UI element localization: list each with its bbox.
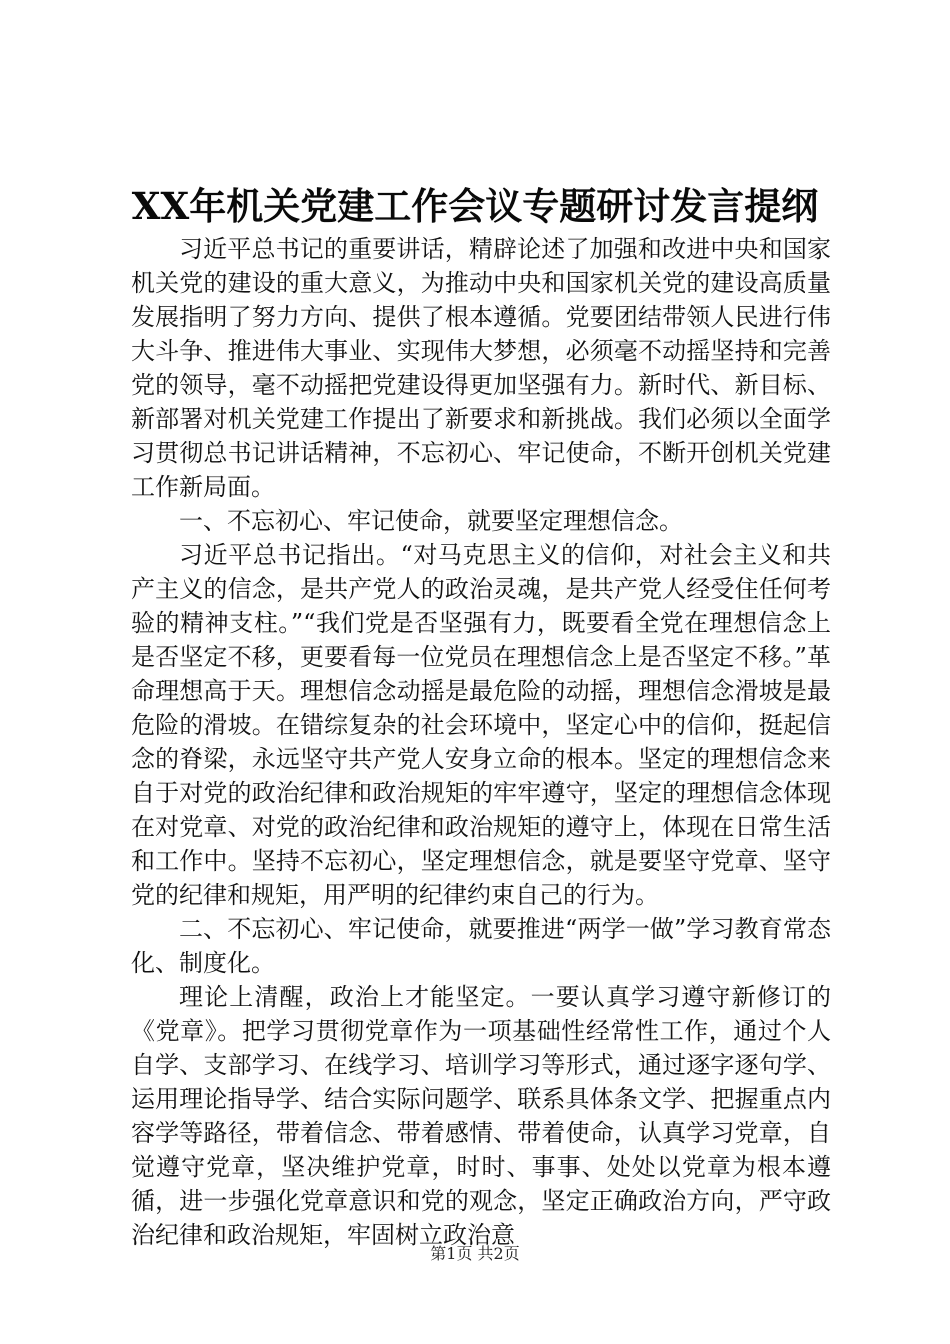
section-heading-2: 二、不忘初心、牢记使命，就要推进“两学一做”学习教育常态化、制度化。 xyxy=(131,915,831,977)
document-body xyxy=(131,232,831,1252)
paragraph-section-1: 习近平总书记指出。“对马克思主义的信仰，对社会主义和共产主义的信念，是共产党人的政治灵魂，是共产党人经受住任何考验的精神支柱。”“我们党是否坚强有力，既要看全党在理想信念上是否坚定不移，更要看每一位党员在理想信念上是否坚定不移。”革命理想高于天。理想信念动摇是最危险的动摇，理想信念滑坡是最危险的滑坡。在错综复杂的社会环境中，坚定心中的信仰，挺起信念的脊梁，永远坚守共产党人安身立命的根本。坚定的理想信念来自于对党的政治纪律和政治规矩的牢牢遵守，坚定的理想信念体现在对党章、对党的政治纪律和政治规矩的遵守上，体现在日常生活和工作中。坚持不忘初心，坚定理想信念，就是要坚守党章、坚守党的纪律和规矩，用严明的纪律约束自己的行为。 xyxy=(131,541,831,909)
paragraph-intro: 习近平总书记的重要讲话，精辟论述了加强和改进中央和国家机关党的建设的重大意义，为推动中央和国家机关党的建设高质量发展指明了努力方向、提供了根本遵循。党要团结带领人民进行伟大斗争、推进伟大事业、实现伟大梦想，必须毫不动摇坚持和完善党的领导，毫不动摇把党建设得更加坚强有力。新时代、新目标、新部署对机关党建工作提出了新要求和新挑战。我们必须以全面学习贯彻总书记讲话精神，不忘初心、牢记使命，不断开创机关党建工作新局面。 xyxy=(131,235,831,501)
document-title: XX年机关党建工作会议专题研讨发言提纲 xyxy=(131,184,819,228)
paragraph-section-2: 理论上清醒，政治上才能坚定。一要认真学习遵守新修订的《党章》。把学习贯彻党章作为一项基础性经常性工作，通过个人自学、支部学习、在线学习、培训学习等形式，通过逐字逐句学、运用理论指导学、结合实际问题学、联系具体条文学、把握重点内容学等路径，带着信念、带着感情、带着使命，认真学习党章，自觉遵守党章，坚决维护党章，时时、事事、处处以党章为根本遵循，进一步强化党章意识和党的观念，坚定正确政治方向，严守政治纪律和政治规矩，牢固树立政治意 xyxy=(131,983,831,1249)
section-heading-1: 一、不忘初心、牢记使命，就要坚定理想信念。 xyxy=(179,507,683,535)
page-footer: 第1页 共2页 xyxy=(430,1244,520,1263)
